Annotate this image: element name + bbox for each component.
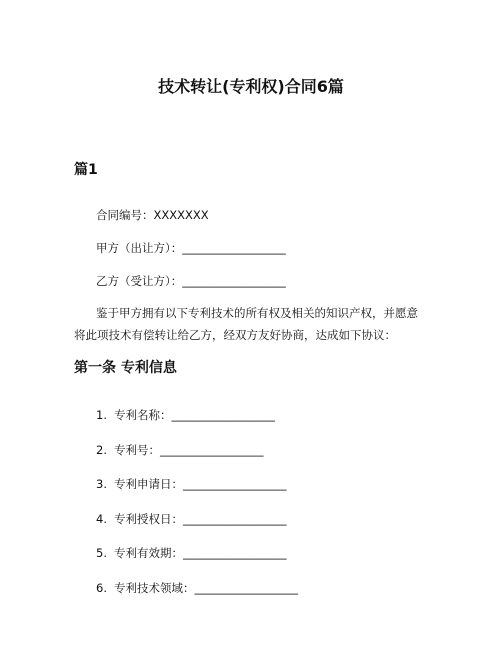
list-text: 专利技术领域：__________________: [114, 580, 298, 595]
article-heading: 第一条 专利信息: [74, 360, 177, 376]
list-item: [96, 511, 298, 527]
list-number: 3.: [96, 477, 107, 491]
list-item: [96, 545, 298, 561]
document-title: 技术转让(专利权)合同6篇: [158, 77, 344, 96]
preamble-paragraph: 鉴于甲方拥有以下专利技术的所有权及相关的知识产权，并愿意将此项技术有偿转让给乙方，经双方友好协商，达成如下协议：: [74, 306, 418, 342]
list-text: 专利名称：__________________: [114, 408, 275, 422]
list-number: 5.: [96, 546, 107, 560]
list-text: 专利申请日：__________________: [114, 477, 287, 491]
list-text: 专利有效期：__________________: [114, 546, 287, 560]
list-item: [96, 407, 298, 423]
list-item: [96, 442, 298, 458]
patent-info-list: [96, 407, 298, 614]
party-a: 甲方（出让方）：__________________: [96, 241, 286, 255]
list-text: 专利授权日：__________________: [114, 511, 287, 526]
list-number: 4.: [96, 511, 107, 526]
list-item: [96, 580, 298, 596]
list-number: 6.: [96, 580, 107, 595]
party-b: 乙方（受让方）：__________________: [96, 274, 286, 288]
list-item: [96, 476, 298, 492]
list-text: 专利号：__________________: [114, 442, 264, 457]
section-heading: 篇1: [74, 162, 98, 178]
list-number: 1.: [96, 408, 107, 422]
contract-number: 合同编号：XXXXXXX: [96, 208, 209, 222]
list-number: 2.: [96, 442, 107, 457]
